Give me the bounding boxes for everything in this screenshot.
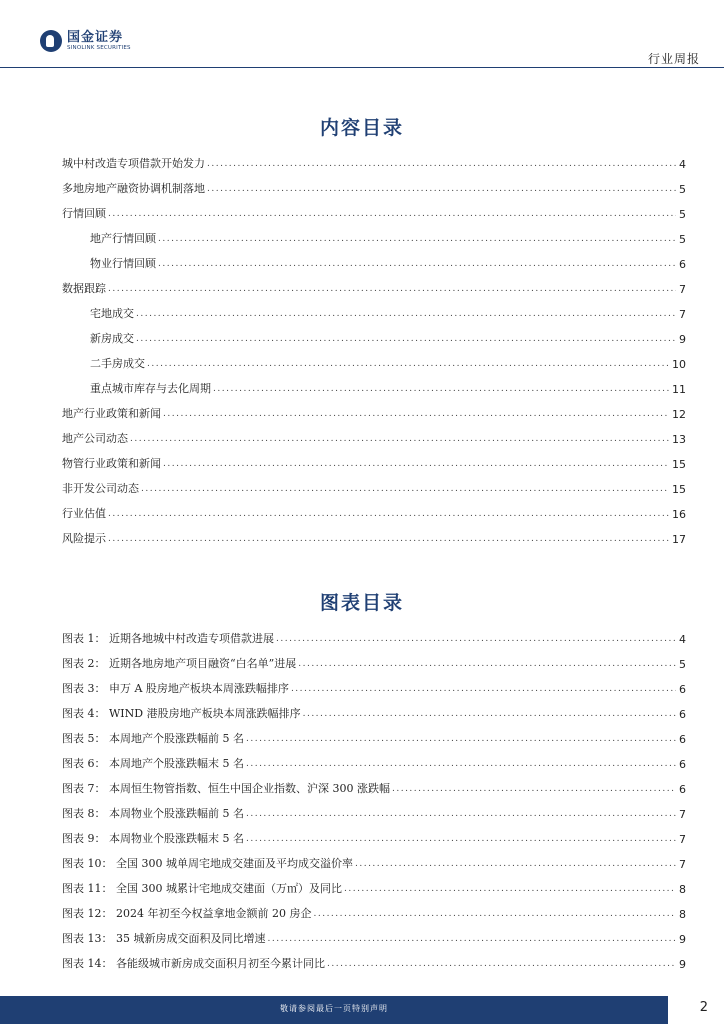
- leader-dots: [313, 909, 676, 919]
- toc-entry-label: 物管行业政策和新闻: [62, 457, 161, 470]
- figure-toc-entry[interactable]: [62, 805, 686, 821]
- toc-entry-label: 二手房成交: [90, 357, 145, 370]
- leader-dots: [276, 634, 676, 644]
- toc-entry[interactable]: [62, 205, 686, 221]
- toc-entry-page: 4: [679, 158, 686, 171]
- toc-entry-label: 物业行情回顾: [90, 257, 156, 270]
- toc-subentry[interactable]: [90, 330, 686, 346]
- leader-dots: [291, 684, 676, 694]
- figure-entry-page: 6: [679, 733, 686, 746]
- leader-dots: [246, 809, 676, 819]
- figure-entry-label: 图表 5： 本周地产个股涨跌幅前 5 名: [62, 732, 244, 745]
- toc-entry-label: 数据跟踪: [62, 282, 106, 295]
- toc-entry-label: 宅地成交: [90, 307, 134, 320]
- logo-cn-text: 国金证券: [67, 29, 124, 45]
- figure-entry-label: 图表 13： 35 城新房成交面积及同比增速: [62, 932, 266, 945]
- figure-toc-entry[interactable]: [62, 655, 686, 671]
- figure-entry-label: 图表 4： WIND 港股房地产板块本周涨跌幅排序: [62, 707, 301, 720]
- figure-entry-page: 8: [679, 883, 686, 896]
- figure-entry-label: 图表 1： 近期各地城中村改造专项借款进展: [62, 632, 274, 645]
- figure-entry-page: 8: [679, 908, 686, 921]
- leader-dots: [267, 934, 676, 944]
- toc-entry-label: 行业估值: [62, 507, 106, 520]
- toc-entry-page: 11: [672, 383, 686, 396]
- toc-entry-page: 6: [679, 258, 686, 271]
- leader-dots: [344, 884, 676, 894]
- page-number: 2: [699, 1000, 708, 1015]
- figure-toc-entry[interactable]: [62, 905, 686, 921]
- figure-toc-entry[interactable]: [62, 955, 686, 971]
- toc-entry[interactable]: [62, 480, 686, 496]
- toc-entry-label: 地产公司动态: [62, 432, 128, 445]
- leader-dots: [207, 159, 676, 169]
- toc-entry[interactable]: [62, 530, 686, 546]
- figure-entry-page: 7: [679, 808, 686, 821]
- toc-subentry[interactable]: [90, 380, 686, 396]
- figure-entry-page: 6: [679, 708, 686, 721]
- leader-dots: [246, 734, 676, 744]
- figure-entry-label: 图表 11： 全国 300 城累计宅地成交建面（万㎡）及同比: [62, 882, 342, 895]
- toc-entry-page: 15: [672, 458, 686, 471]
- page-header: [0, 0, 724, 70]
- toc-entry-page: 5: [679, 183, 686, 196]
- logo-en-text: SINOLINK SECURITIES: [67, 44, 131, 51]
- figure-entry-page: 6: [679, 758, 686, 771]
- toc-entry[interactable]: [62, 155, 686, 171]
- figure-entry-page: 6: [679, 783, 686, 796]
- content-toc-title: 内容目录: [319, 117, 404, 139]
- figure-toc-entry[interactable]: [62, 780, 686, 796]
- leader-dots: [136, 309, 676, 319]
- figure-entry-page: 9: [679, 933, 686, 946]
- figure-entry-label: 图表 12： 2024 年初至今权益拿地金额前 20 房企: [62, 907, 312, 920]
- leader-dots: [136, 334, 676, 344]
- leader-dots: [141, 484, 669, 494]
- figure-entry-page: 5: [679, 658, 686, 671]
- toc-entry-label: 地产行情回顾: [90, 232, 156, 245]
- figure-toc-entry[interactable]: [62, 855, 686, 871]
- leader-dots: [108, 209, 676, 219]
- toc-entry-page: 7: [679, 283, 686, 296]
- toc-entry-page: 16: [672, 508, 686, 521]
- toc-entry-label: 地产行业政策和新闻: [62, 407, 161, 420]
- leader-dots: [207, 184, 676, 194]
- toc-subentry[interactable]: [90, 255, 686, 271]
- leader-dots: [213, 384, 669, 394]
- leader-dots: [327, 959, 676, 969]
- toc-entry-page: 12: [672, 408, 686, 421]
- figure-toc-entry[interactable]: [62, 630, 686, 646]
- toc-entry-page: 15: [672, 483, 686, 496]
- figure-entry-label: 图表 14： 各能级城市新房成交面积月初至今累计同比: [62, 957, 325, 970]
- leader-dots: [303, 709, 676, 719]
- figure-entry-page: 7: [679, 833, 686, 846]
- toc-subentry[interactable]: [90, 355, 686, 371]
- toc-entry-label: 城中村改造专项借款开始发力: [62, 157, 205, 170]
- figure-entry-label: 图表 2： 近期各地房地产项目融资“白名单”进展: [62, 657, 297, 670]
- figure-entry-label: 图表 7： 本周恒生物管指数、恒生中国企业指数、沪深 300 涨跌幅: [62, 782, 390, 795]
- figure-toc-entry[interactable]: [62, 680, 686, 696]
- leader-dots: [298, 659, 676, 669]
- toc-entry[interactable]: [62, 180, 686, 196]
- header-divider: [0, 67, 724, 68]
- figure-toc-entry[interactable]: [62, 755, 686, 771]
- leader-dots: [130, 434, 669, 444]
- leader-dots: [108, 509, 669, 519]
- figure-toc-entry[interactable]: [62, 930, 686, 946]
- figure-entry-page: 4: [679, 633, 686, 646]
- leader-dots: [355, 859, 676, 869]
- leader-dots: [108, 284, 676, 294]
- toc-entry-label: 风险提示: [62, 532, 106, 545]
- toc-entry-page: 5: [679, 233, 686, 246]
- figure-toc-entry[interactable]: [62, 830, 686, 846]
- toc-entry-page: 7: [679, 308, 686, 321]
- sinolink-logo-icon: [40, 30, 62, 52]
- figure-entry-label: 图表 9： 本周物业个股涨跌幅末 5 名: [62, 832, 244, 845]
- leader-dots: [163, 409, 669, 419]
- figure-toc-entry[interactable]: [62, 705, 686, 721]
- figure-entry-page: 7: [679, 858, 686, 871]
- leader-dots: [158, 234, 676, 244]
- toc-entry[interactable]: [62, 505, 686, 521]
- figure-entry-label: 图表 10： 全国 300 城单周宅地成交建面及平均成交溢价率: [62, 857, 353, 870]
- footer-disclaimer: 敬请参阅最后一页特别声明: [280, 1004, 388, 1013]
- leader-dots: [147, 359, 669, 369]
- toc-entry-label: 非开发公司动态: [62, 482, 139, 495]
- toc-entry-page: 5: [679, 208, 686, 221]
- leader-dots: [163, 459, 669, 469]
- leader-dots: [392, 784, 676, 794]
- leader-dots: [108, 534, 669, 544]
- toc-entry-label: 重点城市库存与去化周期: [90, 382, 211, 395]
- figure-entry-label: 图表 8： 本周物业个股涨跌幅前 5 名: [62, 807, 244, 820]
- toc-subentry[interactable]: [90, 230, 686, 246]
- toc-entry[interactable]: [62, 455, 686, 471]
- leader-dots: [246, 834, 676, 844]
- toc-entry-page: 10: [672, 358, 686, 371]
- toc-entry[interactable]: [62, 280, 686, 296]
- leader-dots: [158, 259, 676, 269]
- toc-entry[interactable]: [62, 430, 686, 446]
- figure-toc-title: 图表目录: [319, 592, 404, 614]
- figure-toc-entry[interactable]: [62, 730, 686, 746]
- figure-toc-entry[interactable]: [62, 880, 686, 896]
- toc-entry-label: 新房成交: [90, 332, 134, 345]
- toc-entry-page: 13: [672, 433, 686, 446]
- figure-entry-page: 9: [679, 958, 686, 971]
- figure-entry-page: 6: [679, 683, 686, 696]
- toc-entry-label: 多地房地产融资协调机制落地: [62, 182, 205, 195]
- figure-entry-label: 图表 6： 本周地产个股涨跌幅末 5 名: [62, 757, 244, 770]
- sinolink-logo: [40, 30, 131, 52]
- toc-entry-page: 9: [679, 333, 686, 346]
- figure-entry-label: 图表 3： 申万 A 股房地产板块本周涨跌幅排序: [62, 682, 289, 695]
- toc-entry[interactable]: [62, 405, 686, 421]
- toc-entry-page: 17: [672, 533, 686, 546]
- report-type-label: 行业周报: [647, 52, 700, 66]
- leader-dots: [246, 759, 676, 769]
- toc-entry-label: 行情回顾: [62, 207, 106, 220]
- toc-subentry[interactable]: [90, 305, 686, 321]
